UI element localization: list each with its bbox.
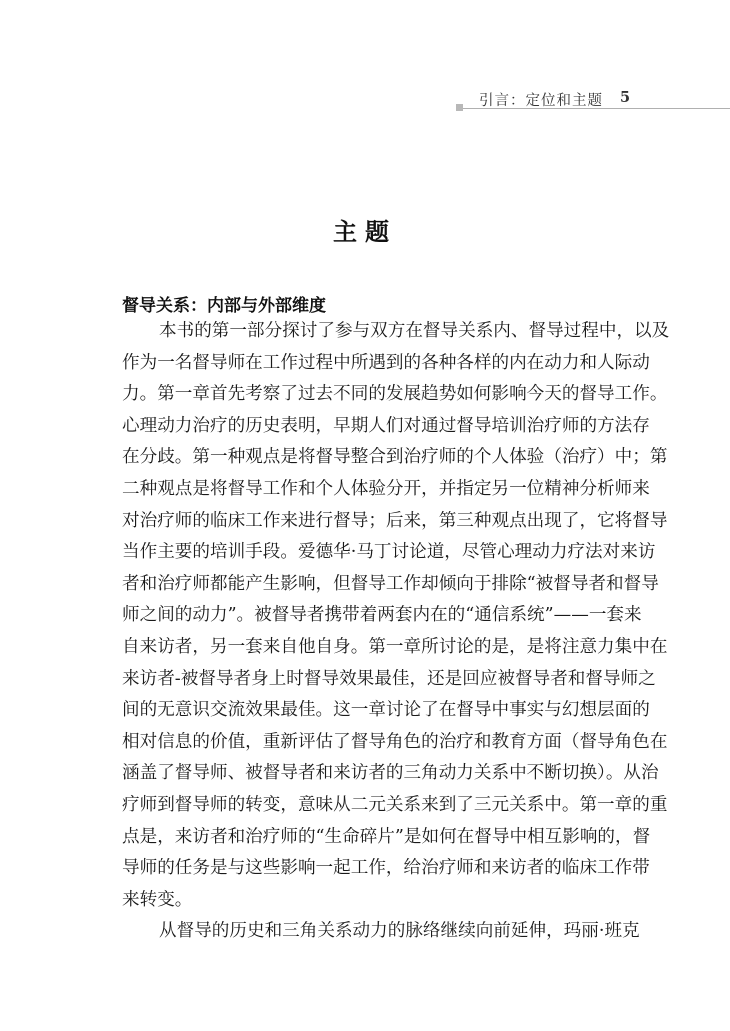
- text-line: 来转变。: [122, 889, 193, 910]
- chapter-title: 主题: [333, 217, 397, 246]
- page-number: 5: [620, 89, 631, 106]
- text-line: 当作主要的培训手段。爱德华·马丁讨论道，尽管心理动力疗法对来访: [122, 542, 656, 563]
- paragraph: [122, 316, 670, 916]
- text-line: 师之间的动力”。被督导者携带着两套内在的“通信系统”——一套来: [122, 605, 642, 626]
- section-heading: 督导关系：内部与外部维度: [122, 296, 326, 316]
- paragraph: [122, 916, 640, 948]
- text-line: 导师的任务是与这些影响一起工作，给治疗师和来访者的临床工作带: [122, 858, 650, 879]
- text-line: 间的无意识交流效果最佳。这一章讨论了在督导中事实与幻想层面的: [122, 700, 650, 721]
- body-text: [122, 316, 670, 948]
- text-line: 从督导的历史和三角关系动力的脉络继续向前延伸，玛丽·班克: [159, 921, 640, 942]
- text-line: 力。第一章首先考察了过去不同的发展趋势如何影响今天的督导工作。: [122, 384, 668, 405]
- text-line: 来访者-被督导者身上时督导效果最佳，还是回应被督导者和督导师之: [122, 668, 656, 689]
- text-line: 自来访者，另一套来自他自身。第一章所讨论的是，是将注意力集中在: [122, 636, 668, 657]
- running-head-title: 引言：定位和主题: [479, 93, 603, 109]
- text-line: 本书的第一部分探讨了参与双方在督导关系内、督导过程中，以及: [159, 321, 670, 341]
- text-line: 涵盖了督导师、被督导者和来访者的三角动力关系中不断切换）。从治: [122, 763, 659, 784]
- text-line: 在分歧。第一种观点是将督导整合到治疗师的个人体验（治疗）中；第: [122, 447, 668, 468]
- text-line: 者和治疗师都能产生影响，但督导工作却倾向于排除“被督导者和督导: [122, 573, 659, 594]
- text-line: 二种观点是将督导工作和个人体验分开，并指定另一位精神分析师来: [122, 478, 650, 499]
- text-line: 对治疗师的临床工作来进行督导；后来，第三种观点出现了，它将督导: [122, 510, 668, 531]
- text-line: 心理动力治疗的历史表明，早期人们对通过督导培训治疗师的方法存: [122, 415, 650, 436]
- running-head: [456, 89, 730, 115]
- text-line: 相对信息的价值，重新评估了督导角色的治疗和教育方面（督导角色在: [122, 731, 668, 752]
- text-line: 点是，来访者和治疗师的“生命碎片”是如何在督导中相互影响的，督: [122, 826, 651, 847]
- text-line: 疗师到督导师的转变，意味从二元关系来到了三元关系中。第一章的重: [122, 794, 668, 815]
- text-line: 作为一名督导师在工作过程中所遇到的各种各样的内在动力和人际动: [122, 352, 650, 373]
- running-head-marker: [456, 104, 463, 111]
